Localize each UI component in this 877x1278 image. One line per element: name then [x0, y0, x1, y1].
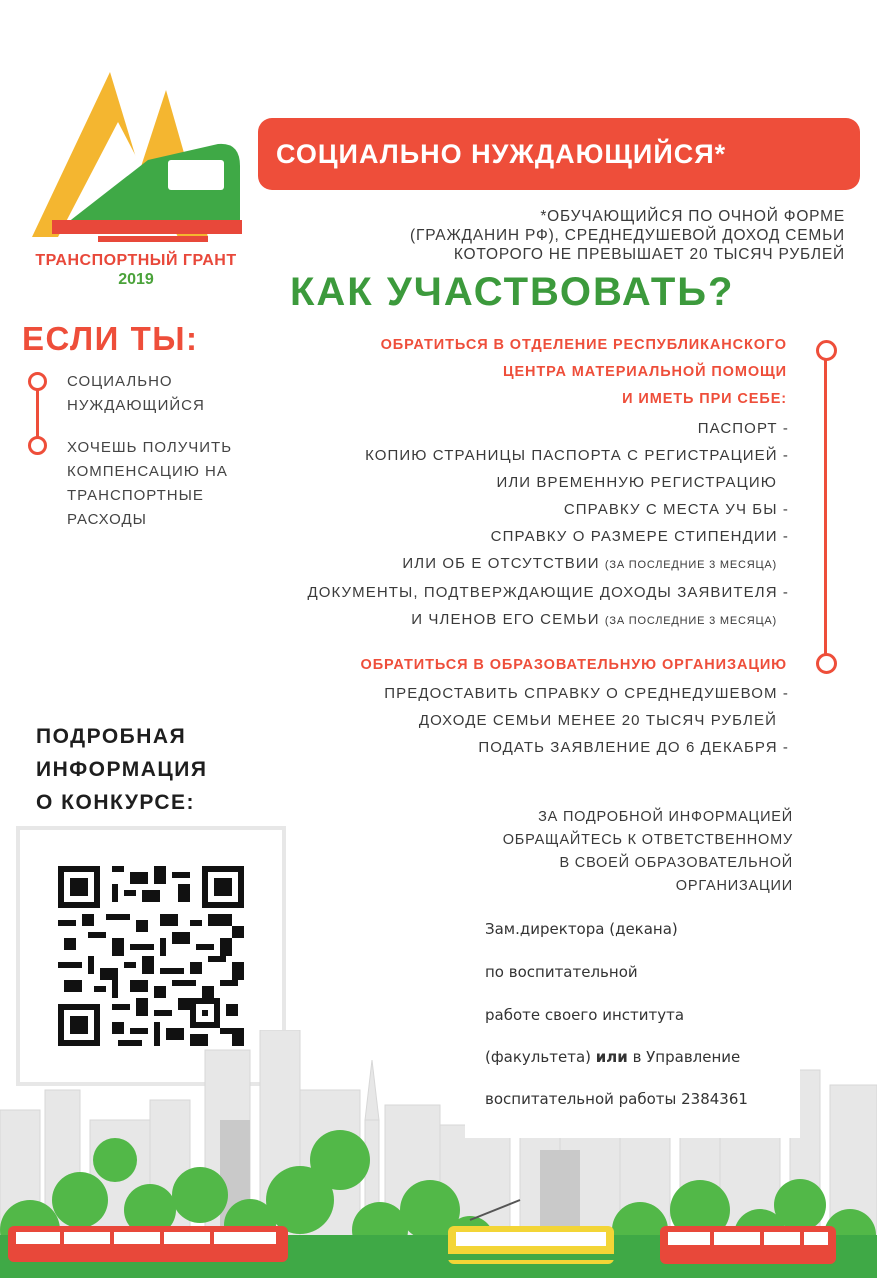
footnote-line: (ГРАЖДАНИН РФ), СРЕДНЕДУШЕВОЙ ДОХОД СЕМЬИ	[410, 227, 845, 244]
logo-train-stripe	[52, 220, 242, 234]
step2-item: ПОДАТЬ ЗАЯВЛЕНИЕ ДО 6 ДЕКАБРЯ -	[478, 739, 789, 756]
step2-circle-icon	[816, 653, 837, 674]
step2-item: ПРЕДОСТАВИТЬ СПРАВКУ О СРЕДНЕДУШЕВОМ -	[384, 685, 789, 702]
footnote	[285, 207, 845, 264]
item-line: РАСХОДЫ	[67, 511, 147, 528]
item-line: ТРАНСПОРТНЫЕ	[67, 487, 204, 504]
logo-year: 2019	[118, 271, 154, 288]
step1-heading	[247, 332, 787, 413]
if-you-item-1	[67, 370, 205, 418]
info-title-line: ИНФОРМАЦИЯ	[36, 758, 208, 781]
doc-item: ПАСПОРТ -	[697, 420, 789, 437]
step2-heading: ОБРАТИТЬСЯ В ОБРАЗОВАТЕЛЬНУЮ ОРГАНИЗАЦИЮ	[360, 657, 787, 673]
doc-item-note: (ЗА ПОСЛЕДНИЕ 3 МЕСЯЦА)	[604, 559, 777, 571]
footnote-line: *ОБУЧАЮЩИЙСЯ ПО ОЧНОЙ ФОРМЕ	[540, 208, 845, 225]
qr-code-icon[interactable]	[58, 866, 244, 1046]
contact-line: (факультета) или в Управление	[485, 1048, 741, 1066]
item-line: СОЦИАЛЬНО	[67, 373, 173, 390]
red-tram-right-icon	[660, 1226, 836, 1264]
doc-item: СПРАВКУ С МЕСТА УЧ БЫ -	[563, 501, 789, 518]
contact-note-line: В СВОЕЙ ОБРАЗОВАТЕЛЬНОЙ	[559, 855, 793, 871]
step1-heading-line: И ИМЕТЬ ПРИ СЕБЕ:	[622, 391, 787, 407]
steps-connector	[824, 360, 827, 660]
contact-note	[373, 806, 793, 898]
info-title	[36, 720, 207, 819]
item-line: ХОЧЕШЬ ПОЛУЧИТЬ	[67, 439, 233, 456]
item-line: НУЖДАЮЩИЙСЯ	[67, 397, 205, 414]
footnote-line: КОТОРОГО НЕ ПРЕВЫШАЕТ 20 ТЫСЯЧ РУБЛЕЙ	[453, 246, 845, 263]
step2-list	[149, 680, 789, 761]
bullet-circle-icon	[28, 436, 47, 455]
contact-or: или	[595, 1048, 628, 1066]
contact-line: работе своего института	[485, 1006, 685, 1024]
bullet-circle-icon	[28, 372, 47, 391]
doc-item: И ЧЛЕНОВ ЕГО СЕМЬИ (ЗА ПОСЛЕДНИЕ 3 МЕСЯЦА)	[411, 611, 777, 628]
transport-grant-logo	[28, 62, 250, 250]
logo-train-window	[168, 160, 224, 190]
step1-circle-icon	[816, 340, 837, 361]
item-line: КОМПЕНСАЦИЮ НА	[67, 463, 228, 480]
doc-item: ДОКУМЕНТЫ, ПОДТВЕРЖДАЮЩИЕ ДОХОДЫ ЗАЯВИТЕЛЯ -	[307, 584, 789, 601]
step1-heading-line: ОБРАТИТЬСЯ В ОТДЕЛЕНИЕ РЕСПУБЛИКАНСКОГО	[380, 337, 787, 353]
doc-item: ИЛИ ОБ Е ОТСУТСТВИИ (ЗА ПОСЛЕДНИЕ 3 МЕСЯЦА)	[402, 555, 777, 572]
doc-item: ИЛИ ВРЕМЕННУЮ РЕГИСТРАЦИЮ	[496, 474, 777, 491]
logo-rail	[98, 236, 208, 242]
red-tram-left-icon	[8, 1226, 288, 1262]
how-to-participate-title: КАК УЧАСТВОВАТЬ?	[290, 270, 735, 314]
if-you-title: ЕСЛИ ТЫ:	[22, 320, 199, 357]
contact-note-line: ОБРАЩАЙТЕСЬ К ОТВЕТСТВЕННОМУ	[502, 832, 793, 848]
step2-item: ДОХОДЕ СЕМЬИ МЕНЕЕ 20 ТЫСЯЧ РУБЛЕЙ	[418, 712, 777, 729]
info-title-line: ПОДРОБНАЯ	[36, 725, 187, 748]
contact-line: Зам.директора (декана)	[485, 920, 678, 938]
doc-item: КОПИЮ СТРАНИЦЫ ПАСПОРТА С РЕГИСТРАЦИЕЙ -	[365, 447, 789, 464]
banner-socially-needy: СОЦИАЛЬНО НУЖДАЮЩИЙСЯ*	[258, 118, 860, 190]
contact-note-line: ОРГАНИЗАЦИИ	[675, 878, 793, 894]
info-title-line: О КОНКУРСЕ:	[36, 791, 196, 814]
step1-doc-list	[149, 415, 789, 635]
doc-item-note: (ЗА ПОСЛЕДНИЕ 3 МЕСЯЦА)	[604, 615, 777, 627]
logo-title: ТРАНСПОРТНЫЙ ГРАНТ	[35, 252, 237, 269]
contact-line: воспитательной работы 2384361	[485, 1090, 748, 1108]
contact-note-line: ЗА ПОДРОБНОЙ ИНФОРМАЦИЕЙ	[538, 809, 793, 825]
contact-line: по воспитательной	[485, 963, 638, 981]
step1-heading-line: ЦЕНТРА МАТЕРИАЛЬНОЙ ПОМОЩИ	[502, 364, 787, 380]
doc-item: СПРАВКУ О РАЗМЕРЕ СТИПЕНДИИ -	[490, 528, 789, 545]
